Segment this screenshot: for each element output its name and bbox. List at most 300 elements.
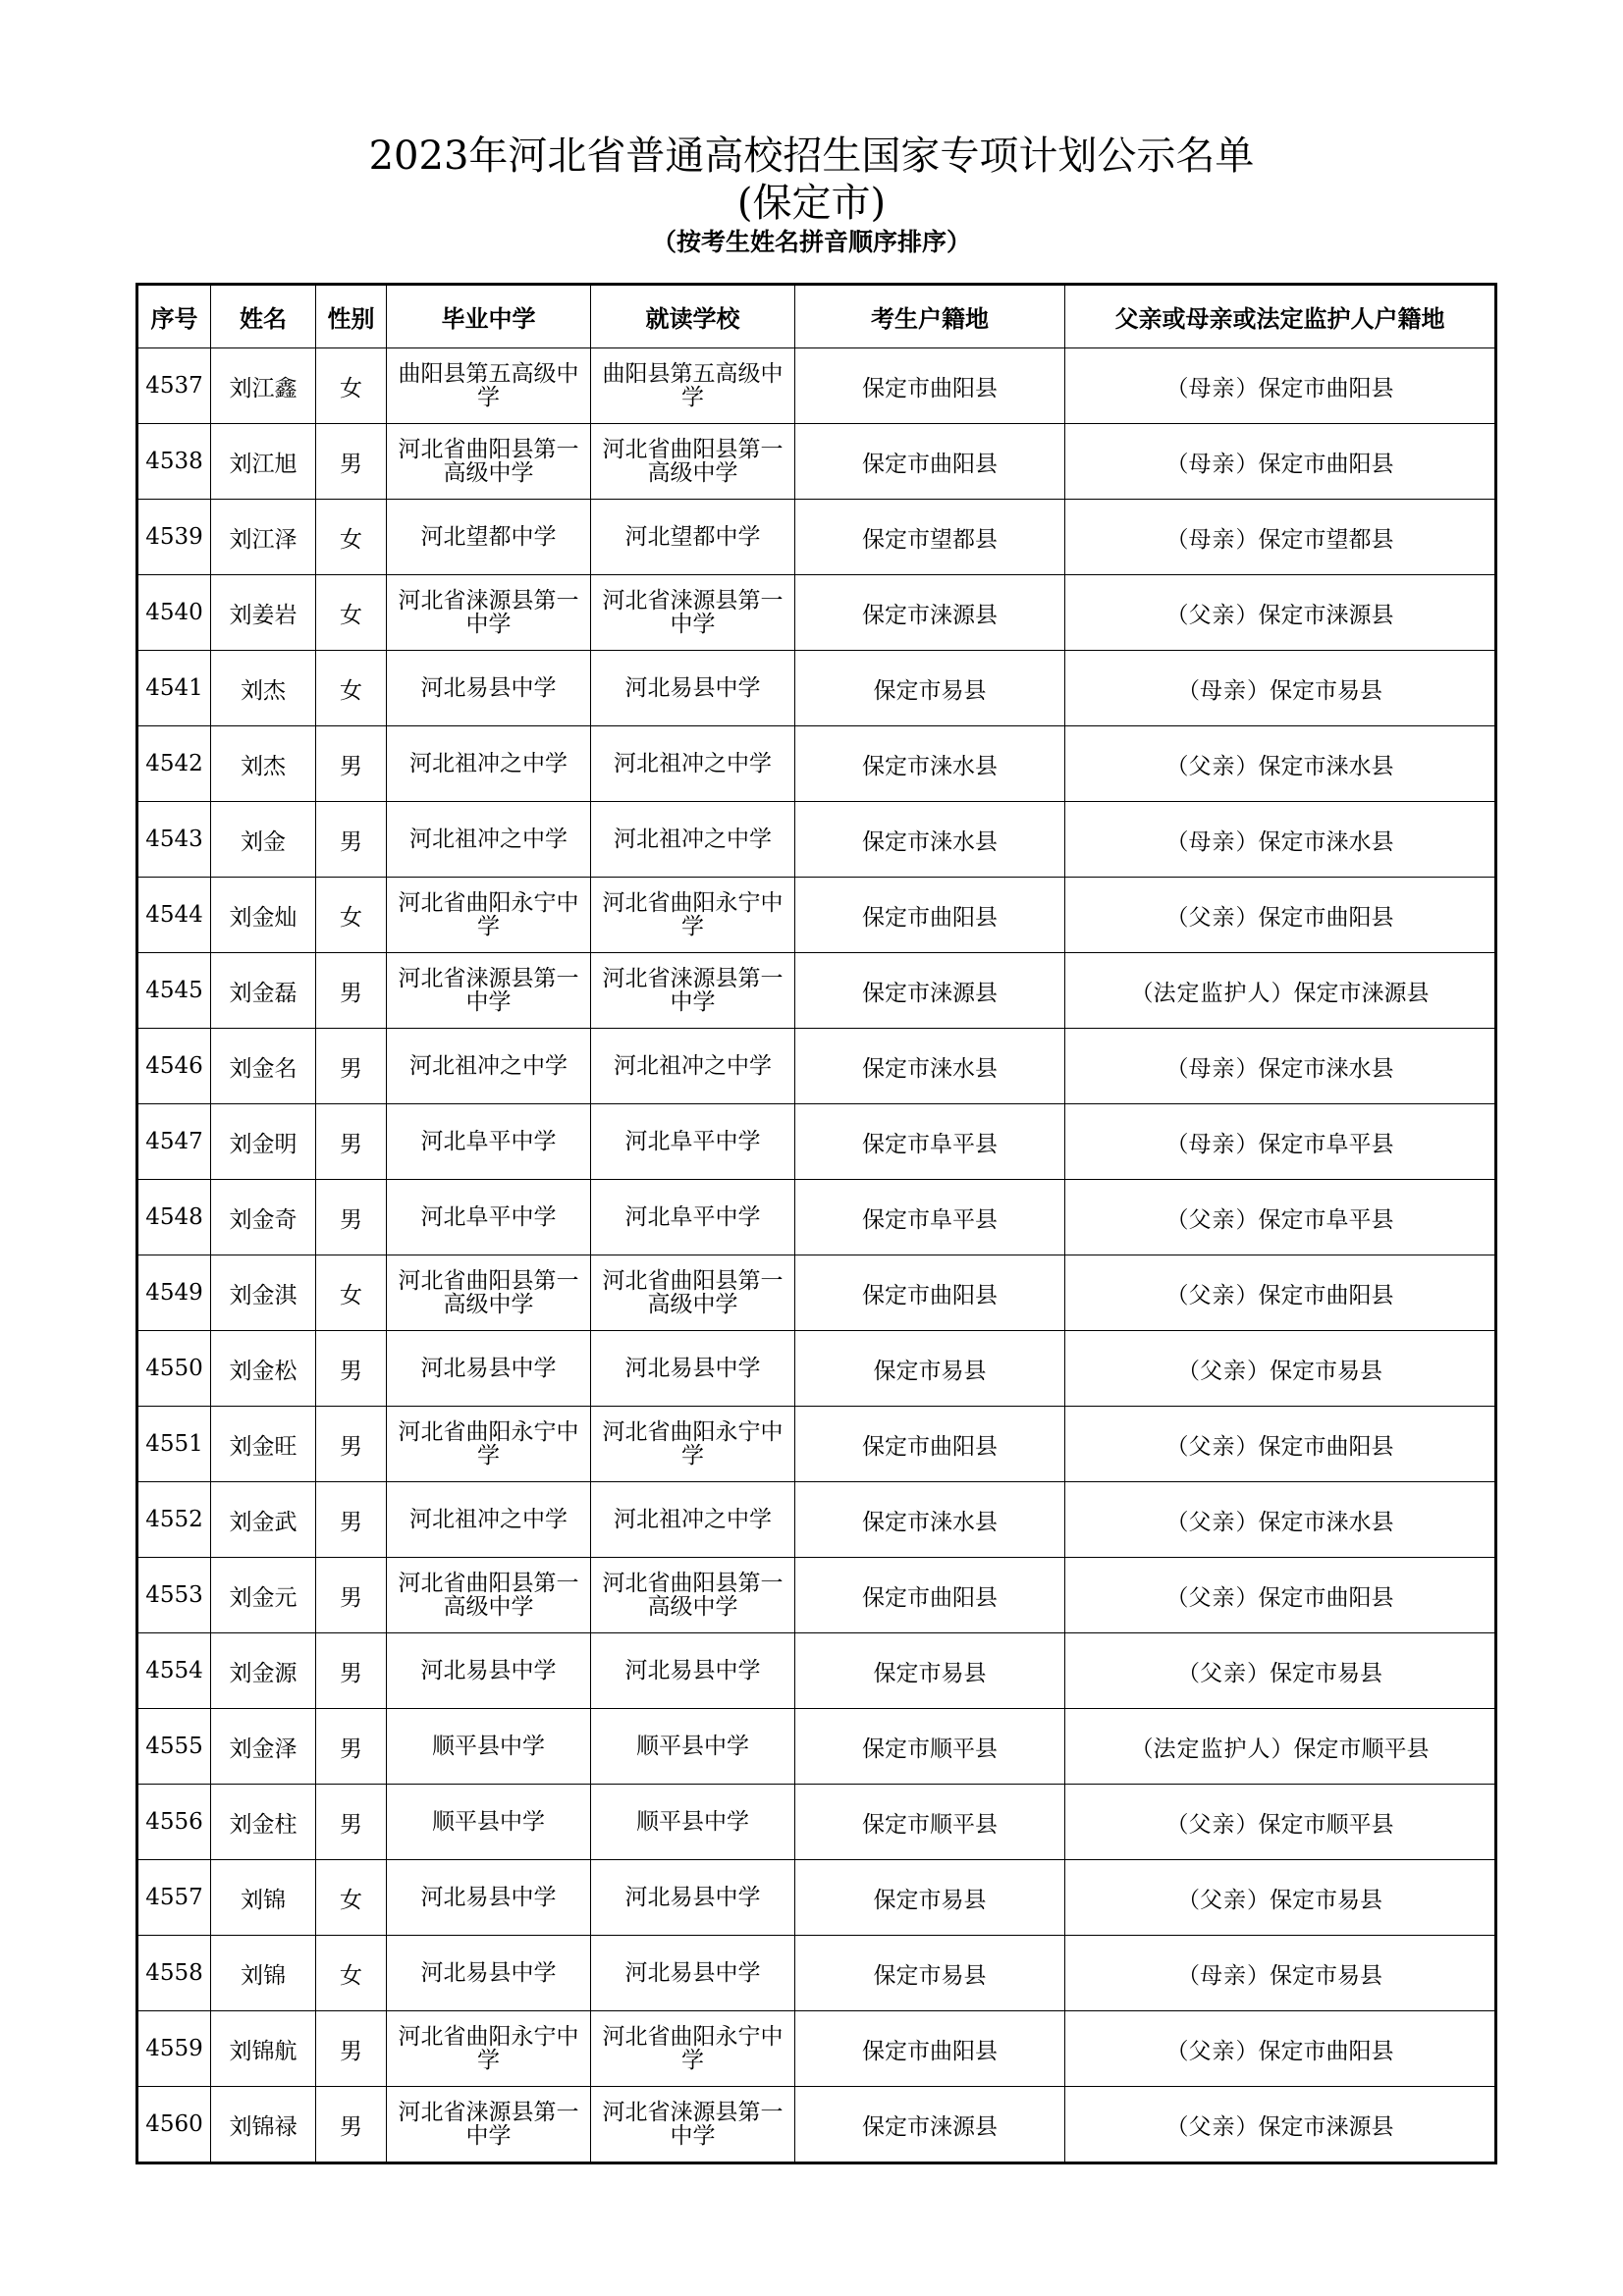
guardian-open-paren: （	[1165, 1055, 1189, 1082]
cell-seq: 4542	[137, 726, 211, 802]
cell-seq: 4549	[137, 1255, 211, 1331]
header-name: 姓名	[211, 285, 316, 348]
cell-current-school: 河北省曲阳永宁中学	[591, 2011, 795, 2087]
guardian-residence: 保定市涞水县	[1258, 828, 1394, 855]
cell-grad-school: 河北易县中学	[387, 651, 591, 726]
table-row	[137, 1331, 1496, 1407]
cell-name: 刘江泽	[211, 500, 316, 575]
cell-residence: 保定市曲阳县	[795, 2011, 1065, 2087]
guardian-residence: 保定市涞源县	[1258, 602, 1394, 628]
cell-grad-school: 河北省曲阳县第一高级中学	[387, 1255, 591, 1331]
cell-seq: 4546	[137, 1029, 211, 1104]
cell-guardian	[1065, 1558, 1496, 1633]
cell-gender: 女	[316, 1936, 387, 2011]
guardian-residence: 保定市曲阳县	[1258, 2038, 1394, 2064]
table-row	[137, 1407, 1496, 1482]
cell-name: 刘姜岩	[211, 575, 316, 651]
cell-gender: 男	[316, 953, 387, 1029]
cell-gender: 男	[316, 802, 387, 878]
cell-seq: 4537	[137, 348, 211, 424]
guardian-relation: 母亲	[1188, 526, 1236, 553]
cell-name: 刘金	[211, 802, 316, 878]
cell-seq: 4558	[137, 1936, 211, 2011]
table-row	[137, 1558, 1496, 1633]
cell-gender: 男	[316, 1633, 387, 1709]
cell-current-school: 河北阜平中学	[591, 1180, 795, 1255]
cell-grad-school: 河北易县中学	[387, 1936, 591, 2011]
cell-guardian	[1065, 802, 1496, 878]
guardian-close-paren: ）	[1271, 1735, 1294, 1762]
table-row	[137, 1633, 1496, 1709]
table-row	[137, 651, 1496, 726]
cell-seq: 4551	[137, 1407, 211, 1482]
guardian-open-paren: （	[1165, 753, 1189, 779]
cell-residence: 保定市曲阳县	[795, 1407, 1065, 1482]
guardian-close-paren: ）	[1235, 1131, 1259, 1157]
cell-gender: 女	[316, 1255, 387, 1331]
cell-name: 刘锦	[211, 1860, 316, 1936]
guardian-close-paren: ）	[1235, 1811, 1259, 1838]
cell-gender: 女	[316, 878, 387, 953]
cell-guardian	[1065, 1180, 1496, 1255]
guardian-relation: 母亲	[1188, 1131, 1236, 1157]
cell-current-school: 河北望都中学	[591, 500, 795, 575]
table-row	[137, 2087, 1496, 2163]
guardian-residence: 保定市易县	[1270, 1887, 1382, 1913]
cell-guardian	[1065, 1633, 1496, 1709]
guardian-close-paren: ）	[1235, 602, 1259, 628]
cell-name: 刘金泽	[211, 1709, 316, 1785]
guardian-residence: 保定市涞水县	[1258, 1055, 1394, 1082]
guardian-open-paren: （	[1165, 1131, 1189, 1157]
guardian-residence: 保定市易县	[1270, 677, 1382, 704]
cell-name: 刘江旭	[211, 424, 316, 500]
roster-body	[137, 348, 1496, 2163]
cell-residence: 保定市曲阳县	[795, 1255, 1065, 1331]
guardian-relation: 父亲	[1188, 1584, 1236, 1611]
cell-name: 刘金名	[211, 1029, 316, 1104]
guardian-relation: 母亲	[1188, 1055, 1236, 1082]
guardian-residence: 保定市涞源县	[1293, 980, 1430, 1006]
cell-gender: 男	[316, 1709, 387, 1785]
cell-guardian	[1065, 424, 1496, 500]
cell-current-school: 河北省曲阳县第一高级中学	[591, 1558, 795, 1633]
cell-current-school: 河北祖冲之中学	[591, 1029, 795, 1104]
guardian-residence: 保定市望都县	[1258, 526, 1394, 553]
cell-residence: 保定市顺平县	[795, 1709, 1065, 1785]
sort-note: （按考生姓名拼音顺序排序）	[651, 228, 971, 256]
cell-guardian	[1065, 651, 1496, 726]
guardian-open-paren: （	[1165, 451, 1189, 477]
cell-residence: 保定市阜平县	[795, 1180, 1065, 1255]
guardian-residence: 保定市阜平县	[1258, 1206, 1394, 1233]
cell-name: 刘金磊	[211, 953, 316, 1029]
guardian-relation: 父亲	[1188, 904, 1236, 931]
cell-grad-school: 顺平县中学	[387, 1709, 591, 1785]
cell-grad-school: 曲阳县第五高级中学	[387, 348, 591, 424]
table-row	[137, 1180, 1496, 1255]
guardian-relation: 母亲	[1188, 451, 1236, 477]
cell-gender: 女	[316, 348, 387, 424]
cell-name: 刘金柱	[211, 1785, 316, 1860]
cell-grad-school: 河北省曲阳县第一高级中学	[387, 1558, 591, 1633]
guardian-close-paren: ）	[1235, 375, 1259, 401]
guardian-relation: 母亲	[1188, 828, 1236, 855]
cell-guardian	[1065, 2011, 1496, 2087]
header-seq: 序号	[137, 285, 211, 348]
cell-current-school: 河北省涞源县第一中学	[591, 2087, 795, 2163]
guardian-relation: 父亲	[1188, 2113, 1236, 2140]
guardian-residence: 保定市易县	[1270, 1358, 1382, 1384]
cell-seq: 4541	[137, 651, 211, 726]
cell-name: 刘江鑫	[211, 348, 316, 424]
guardian-open-paren: （	[1165, 1433, 1189, 1460]
guardian-close-paren: ）	[1235, 451, 1259, 477]
cell-grad-school: 顺平县中学	[387, 1785, 591, 1860]
guardian-close-paren: ）	[1235, 1282, 1259, 1308]
guardian-relation: 母亲	[1200, 677, 1247, 704]
cell-grad-school: 河北省涞源县第一中学	[387, 2087, 591, 2163]
guardian-residence: 保定市曲阳县	[1258, 1584, 1394, 1611]
guardian-open-paren: （	[1177, 677, 1200, 704]
guardian-open-paren: （	[1165, 375, 1189, 401]
guardian-open-paren: （	[1165, 2113, 1189, 2140]
cell-gender: 男	[316, 726, 387, 802]
cell-residence: 保定市易县	[795, 1331, 1065, 1407]
guardian-open-paren: （	[1165, 904, 1189, 931]
guardian-close-paren: ）	[1247, 1887, 1270, 1913]
cell-residence: 保定市曲阳县	[795, 348, 1065, 424]
guardian-relation: 父亲	[1188, 753, 1236, 779]
guardian-residence: 保定市阜平县	[1258, 1131, 1394, 1157]
cell-gender: 女	[316, 1860, 387, 1936]
cell-guardian	[1065, 953, 1496, 1029]
cell-gender: 女	[316, 575, 387, 651]
guardian-close-paren: ）	[1247, 1962, 1270, 1989]
cell-current-school: 河北阜平中学	[591, 1104, 795, 1180]
cell-residence: 保定市涞水县	[795, 802, 1065, 878]
cell-gender: 男	[316, 2087, 387, 2163]
guardian-relation: 母亲	[1188, 375, 1236, 401]
guardian-residence: 保定市易县	[1270, 1660, 1382, 1686]
cell-name: 刘杰	[211, 651, 316, 726]
cell-gender: 女	[316, 651, 387, 726]
cell-seq: 4547	[137, 1104, 211, 1180]
cell-name: 刘金灿	[211, 878, 316, 953]
cell-grad-school: 河北省涞源县第一中学	[387, 575, 591, 651]
cell-gender: 男	[316, 1029, 387, 1104]
cell-residence: 保定市顺平县	[795, 1785, 1065, 1860]
cell-current-school: 顺平县中学	[591, 1709, 795, 1785]
cell-grad-school: 河北省曲阳县第一高级中学	[387, 424, 591, 500]
cell-residence: 保定市曲阳县	[795, 878, 1065, 953]
cell-guardian	[1065, 1482, 1496, 1558]
cell-gender: 男	[316, 1331, 387, 1407]
cell-residence: 保定市涞水县	[795, 726, 1065, 802]
guardian-close-paren: ）	[1235, 1206, 1259, 1233]
document-subtitle: (保定市)	[736, 181, 887, 226]
roster-table	[135, 283, 1497, 2164]
cell-guardian	[1065, 500, 1496, 575]
cell-grad-school: 河北祖冲之中学	[387, 1029, 591, 1104]
header-guardian-residence: 父亲或母亲或法定监护人户籍地	[1065, 285, 1496, 348]
cell-gender: 女	[316, 500, 387, 575]
cell-current-school: 河北易县中学	[591, 1860, 795, 1936]
table-row	[137, 726, 1496, 802]
table-row	[137, 1860, 1496, 1936]
cell-residence: 保定市涞源县	[795, 953, 1065, 1029]
cell-seq: 4560	[137, 2087, 211, 2163]
cell-grad-school: 河北望都中学	[387, 500, 591, 575]
table-row	[137, 348, 1496, 424]
cell-guardian	[1065, 1860, 1496, 1936]
cell-name: 刘杰	[211, 726, 316, 802]
cell-current-school: 顺平县中学	[591, 1785, 795, 1860]
cell-grad-school: 河北阜平中学	[387, 1180, 591, 1255]
cell-residence: 保定市曲阳县	[795, 424, 1065, 500]
guardian-close-paren: ）	[1235, 1584, 1259, 1611]
table-row	[137, 1029, 1496, 1104]
guardian-residence: 保定市曲阳县	[1258, 1282, 1394, 1308]
guardian-close-paren: ）	[1235, 2038, 1259, 2064]
cell-residence: 保定市易县	[795, 1936, 1065, 2011]
guardian-residence: 保定市曲阳县	[1258, 904, 1394, 931]
guardian-close-paren: ）	[1235, 904, 1259, 931]
guardian-relation: 父亲	[1200, 1887, 1247, 1913]
guardian-open-paren: （	[1165, 1584, 1189, 1611]
cell-guardian	[1065, 1407, 1496, 1482]
cell-name: 刘金奇	[211, 1180, 316, 1255]
cell-current-school: 河北祖冲之中学	[591, 802, 795, 878]
cell-grad-school: 河北省涞源县第一中学	[387, 953, 591, 1029]
cell-current-school: 河北易县中学	[591, 1633, 795, 1709]
cell-grad-school: 河北易县中学	[387, 1331, 591, 1407]
cell-current-school: 河北省曲阳县第一高级中学	[591, 1255, 795, 1331]
guardian-open-paren: （	[1177, 1962, 1200, 1989]
guardian-relation: 法定监护人	[1153, 980, 1271, 1006]
cell-grad-school: 河北祖冲之中学	[387, 1482, 591, 1558]
table-row	[137, 1936, 1496, 2011]
table-row	[137, 2011, 1496, 2087]
guardian-close-paren: ）	[1247, 677, 1270, 704]
cell-current-school: 曲阳县第五高级中学	[591, 348, 795, 424]
cell-current-school: 河北易县中学	[591, 1331, 795, 1407]
guardian-relation: 父亲	[1188, 1811, 1236, 1838]
cell-current-school: 河北易县中学	[591, 1936, 795, 2011]
guardian-relation: 法定监护人	[1153, 1735, 1271, 1762]
cell-gender: 男	[316, 1558, 387, 1633]
cell-grad-school: 河北省曲阳永宁中学	[387, 1407, 591, 1482]
table-row	[137, 424, 1496, 500]
cell-residence: 保定市涞源县	[795, 575, 1065, 651]
guardian-open-paren: （	[1165, 1811, 1189, 1838]
cell-name: 刘锦航	[211, 2011, 316, 2087]
cell-name: 刘金淇	[211, 1255, 316, 1331]
cell-seq: 4554	[137, 1633, 211, 1709]
table-row	[137, 575, 1496, 651]
cell-current-school: 河北省涞源县第一中学	[591, 575, 795, 651]
cell-gender: 男	[316, 1180, 387, 1255]
guardian-close-paren: ）	[1235, 2113, 1259, 2140]
cell-seq: 4544	[137, 878, 211, 953]
document-title: 2023年河北省普通高校招生国家专项计划公示名单	[368, 133, 1255, 179]
cell-gender: 男	[316, 424, 387, 500]
guardian-residence: 保定市易县	[1270, 1962, 1382, 1989]
guardian-residence: 保定市涞水县	[1258, 753, 1394, 779]
cell-guardian	[1065, 878, 1496, 953]
header-residence: 考生户籍地	[795, 285, 1065, 348]
cell-current-school: 河北省曲阳永宁中学	[591, 878, 795, 953]
cell-gender: 男	[316, 1482, 387, 1558]
cell-grad-school: 河北易县中学	[387, 1633, 591, 1709]
cell-grad-school: 河北省曲阳永宁中学	[387, 878, 591, 953]
cell-seq: 4538	[137, 424, 211, 500]
cell-seq: 4548	[137, 1180, 211, 1255]
cell-residence: 保定市涞源县	[795, 2087, 1065, 2163]
guardian-open-paren: （	[1130, 980, 1154, 1006]
cell-name: 刘金武	[211, 1482, 316, 1558]
guardian-close-paren: ）	[1247, 1660, 1270, 1686]
guardian-open-paren: （	[1177, 1887, 1200, 1913]
cell-current-school: 河北易县中学	[591, 651, 795, 726]
cell-name: 刘金旺	[211, 1407, 316, 1482]
header-current-school: 就读学校	[591, 285, 795, 348]
guardian-close-paren: ）	[1235, 526, 1259, 553]
cell-grad-school: 河北阜平中学	[387, 1104, 591, 1180]
guardian-residence: 保定市顺平县	[1293, 1735, 1430, 1762]
guardian-open-paren: （	[1130, 1735, 1154, 1762]
guardian-open-paren: （	[1177, 1358, 1200, 1384]
cell-current-school: 河北祖冲之中学	[591, 1482, 795, 1558]
guardian-relation: 父亲	[1188, 602, 1236, 628]
guardian-relation: 父亲	[1188, 1433, 1236, 1460]
guardian-relation: 父亲	[1188, 2038, 1236, 2064]
cell-residence: 保定市望都县	[795, 500, 1065, 575]
cell-gender: 男	[316, 2011, 387, 2087]
cell-gender: 男	[316, 1407, 387, 1482]
cell-guardian	[1065, 726, 1496, 802]
guardian-close-paren: ）	[1235, 1055, 1259, 1082]
guardian-residence: 保定市曲阳县	[1258, 1433, 1394, 1460]
guardian-close-paren: ）	[1235, 1433, 1259, 1460]
cell-seq: 4556	[137, 1785, 211, 1860]
cell-seq: 4545	[137, 953, 211, 1029]
cell-seq: 4559	[137, 2011, 211, 2087]
cell-residence: 保定市阜平县	[795, 1104, 1065, 1180]
guardian-close-paren: ）	[1235, 753, 1259, 779]
guardian-close-paren: ）	[1271, 980, 1294, 1006]
cell-guardian	[1065, 575, 1496, 651]
table-row	[137, 1785, 1496, 1860]
cell-seq: 4550	[137, 1331, 211, 1407]
guardian-relation: 父亲	[1188, 1206, 1236, 1233]
guardian-open-paren: （	[1165, 2038, 1189, 2064]
header-gender: 性别	[316, 285, 387, 348]
cell-current-school: 河北省涞源县第一中学	[591, 953, 795, 1029]
cell-grad-school: 河北省曲阳永宁中学	[387, 2011, 591, 2087]
header-row	[137, 285, 1496, 348]
guardian-relation: 父亲	[1188, 1282, 1236, 1308]
cell-guardian	[1065, 2087, 1496, 2163]
cell-name: 刘锦	[211, 1936, 316, 2011]
cell-grad-school: 河北祖冲之中学	[387, 726, 591, 802]
guardian-open-paren: （	[1165, 602, 1189, 628]
cell-residence: 保定市易县	[795, 1860, 1065, 1936]
cell-name: 刘金松	[211, 1331, 316, 1407]
header-grad-school: 毕业中学	[387, 285, 591, 348]
cell-guardian	[1065, 1104, 1496, 1180]
guardian-open-paren: （	[1165, 1282, 1189, 1308]
cell-current-school: 河北祖冲之中学	[591, 726, 795, 802]
table-row	[137, 953, 1496, 1029]
cell-seq: 4557	[137, 1860, 211, 1936]
cell-grad-school: 河北祖冲之中学	[387, 802, 591, 878]
guardian-close-paren: ）	[1235, 828, 1259, 855]
guardian-residence: 保定市涞水县	[1258, 1509, 1394, 1535]
table-row	[137, 802, 1496, 878]
cell-guardian	[1065, 1785, 1496, 1860]
table-row	[137, 1104, 1496, 1180]
guardian-relation: 母亲	[1200, 1962, 1247, 1989]
cell-residence: 保定市涞水县	[795, 1482, 1065, 1558]
cell-seq: 4540	[137, 575, 211, 651]
cell-residence: 保定市易县	[795, 651, 1065, 726]
table-row	[137, 500, 1496, 575]
cell-guardian	[1065, 1029, 1496, 1104]
table-row	[137, 1255, 1496, 1331]
cell-current-school: 河北省曲阳县第一高级中学	[591, 424, 795, 500]
guardian-residence: 保定市曲阳县	[1258, 451, 1394, 477]
cell-current-school: 河北省曲阳永宁中学	[591, 1407, 795, 1482]
cell-guardian	[1065, 1936, 1496, 2011]
cell-guardian	[1065, 348, 1496, 424]
guardian-open-paren: （	[1165, 526, 1189, 553]
cell-seq: 4555	[137, 1709, 211, 1785]
table-row	[137, 1709, 1496, 1785]
cell-name: 刘金明	[211, 1104, 316, 1180]
table-row	[137, 878, 1496, 953]
cell-seq: 4553	[137, 1558, 211, 1633]
guardian-relation: 父亲	[1188, 1509, 1236, 1535]
cell-seq: 4539	[137, 500, 211, 575]
guardian-close-paren: ）	[1235, 1509, 1259, 1535]
cell-guardian	[1065, 1331, 1496, 1407]
guardian-open-paren: （	[1177, 1660, 1200, 1686]
guardian-close-paren: ）	[1247, 1358, 1270, 1384]
guardian-open-paren: （	[1165, 1509, 1189, 1535]
guardian-residence: 保定市顺平县	[1258, 1811, 1394, 1838]
cell-guardian	[1065, 1255, 1496, 1331]
guardian-residence: 保定市曲阳县	[1258, 375, 1394, 401]
cell-residence: 保定市涞水县	[795, 1029, 1065, 1104]
cell-gender: 男	[316, 1104, 387, 1180]
guardian-relation: 父亲	[1200, 1660, 1247, 1686]
cell-name: 刘锦禄	[211, 2087, 316, 2163]
guardian-relation: 父亲	[1200, 1358, 1247, 1384]
guardian-open-paren: （	[1165, 1206, 1189, 1233]
guardian-open-paren: （	[1165, 828, 1189, 855]
table-row	[137, 1482, 1496, 1558]
cell-residence: 保定市曲阳县	[795, 1558, 1065, 1633]
cell-name: 刘金源	[211, 1633, 316, 1709]
cell-grad-school: 河北易县中学	[387, 1860, 591, 1936]
cell-seq: 4552	[137, 1482, 211, 1558]
cell-guardian	[1065, 1709, 1496, 1785]
cell-residence: 保定市易县	[795, 1633, 1065, 1709]
cell-seq: 4543	[137, 802, 211, 878]
cell-name: 刘金元	[211, 1558, 316, 1633]
guardian-residence: 保定市涞源县	[1258, 2113, 1394, 2140]
